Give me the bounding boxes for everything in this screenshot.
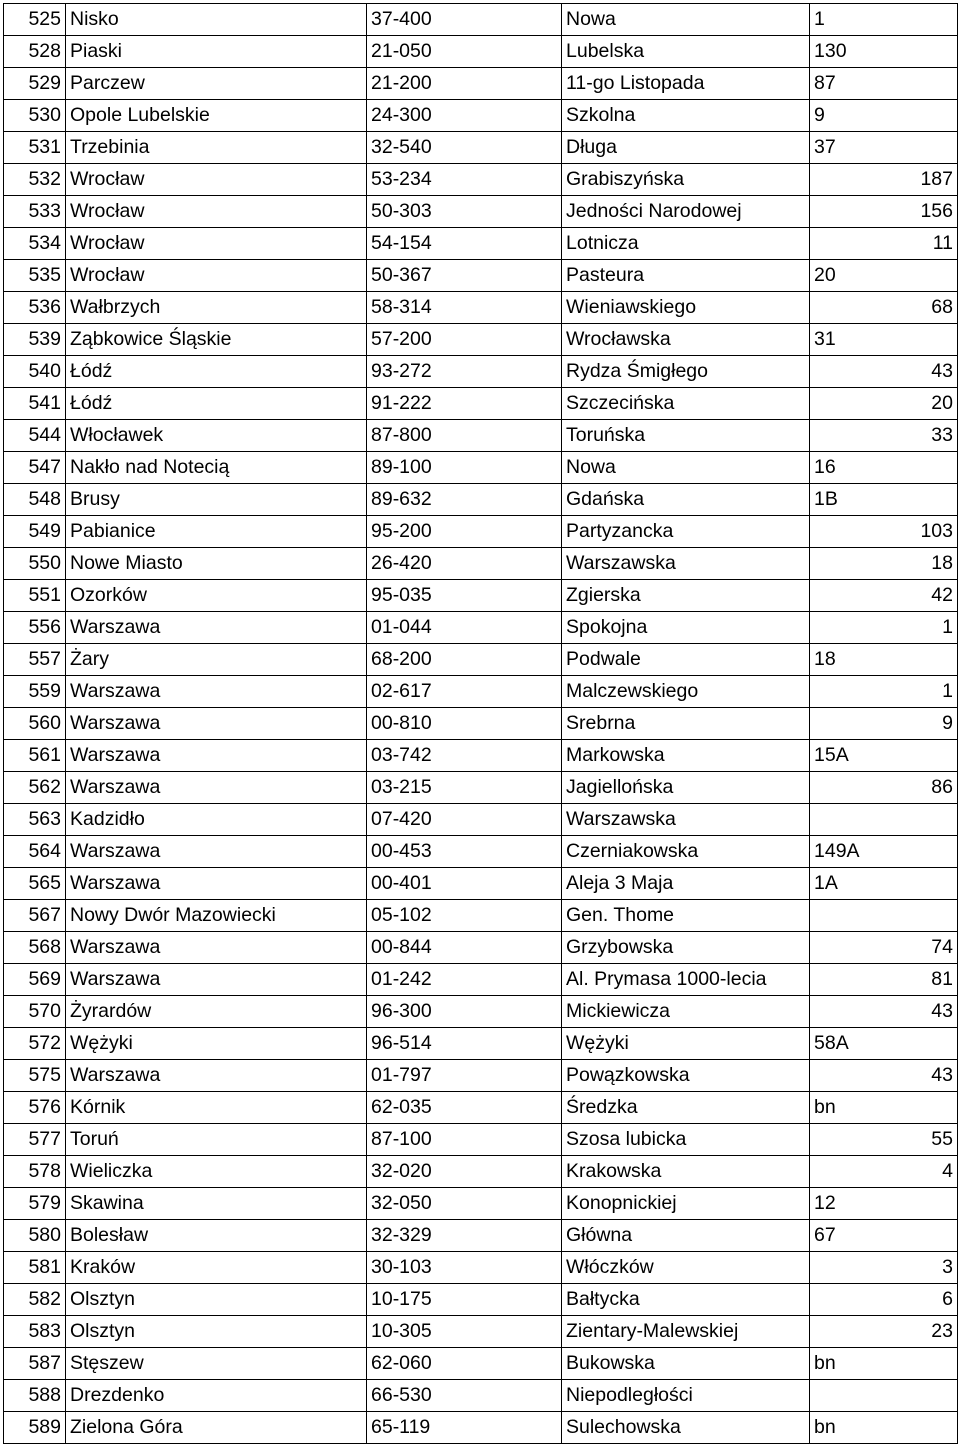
house-number-cell: bn <box>810 1348 958 1380</box>
street-cell: Rydza Śmigłego <box>562 356 810 388</box>
postal-code-cell: 57-200 <box>367 324 562 356</box>
postal-code-cell: 89-100 <box>367 452 562 484</box>
row-id-cell: 551 <box>4 580 66 612</box>
row-id-cell: 575 <box>4 1060 66 1092</box>
table-row <box>4 292 958 324</box>
city-cell: Warszawa <box>66 740 367 772</box>
city-cell: Trzebinia <box>66 132 367 164</box>
row-id-cell: 550 <box>4 548 66 580</box>
city-cell: Warszawa <box>66 772 367 804</box>
row-id-cell: 532 <box>4 164 66 196</box>
table-row <box>4 580 958 612</box>
table-row <box>4 68 958 100</box>
house-number-cell: 1 <box>810 4 958 36</box>
house-number-cell: 12 <box>810 1188 958 1220</box>
house-number-cell: 149A <box>810 836 958 868</box>
street-cell: Niepodległości <box>562 1380 810 1412</box>
street-cell: Lotnicza <box>562 228 810 260</box>
postal-code-cell: 24-300 <box>367 100 562 132</box>
city-cell: Warszawa <box>66 1060 367 1092</box>
house-number-cell: 11 <box>810 228 958 260</box>
table-row <box>4 804 958 836</box>
street-cell: Mickiewicza <box>562 996 810 1028</box>
postal-code-cell: 87-100 <box>367 1124 562 1156</box>
city-cell: Nisko <box>66 4 367 36</box>
house-number-cell: bn <box>810 1092 958 1124</box>
house-number-cell: 43 <box>810 356 958 388</box>
street-cell: Sulechowska <box>562 1412 810 1444</box>
postal-code-cell: 53-234 <box>367 164 562 196</box>
postal-code-cell: 05-102 <box>367 900 562 932</box>
house-number-cell: 18 <box>810 548 958 580</box>
row-id-cell: 559 <box>4 676 66 708</box>
house-number-cell <box>810 900 958 932</box>
street-cell: Wieniawskiego <box>562 292 810 324</box>
house-number-cell: 103 <box>810 516 958 548</box>
postal-code-cell: 21-200 <box>367 68 562 100</box>
row-id-cell: 577 <box>4 1124 66 1156</box>
postal-code-cell: 95-200 <box>367 516 562 548</box>
street-cell: Krakowska <box>562 1156 810 1188</box>
street-cell: Warszawska <box>562 804 810 836</box>
postal-code-cell: 00-810 <box>367 708 562 740</box>
row-id-cell: 580 <box>4 1220 66 1252</box>
street-cell: Zientary-Malewskiej <box>562 1316 810 1348</box>
row-id-cell: 540 <box>4 356 66 388</box>
city-cell: Ozorków <box>66 580 367 612</box>
house-number-cell: 1B <box>810 484 958 516</box>
house-number-cell: 68 <box>810 292 958 324</box>
city-cell: Żyrardów <box>66 996 367 1028</box>
postal-code-cell: 95-035 <box>367 580 562 612</box>
table-row <box>4 452 958 484</box>
street-cell: Jagiellońska <box>562 772 810 804</box>
postal-code-cell: 01-044 <box>367 612 562 644</box>
city-cell: Opole Lubelskie <box>66 100 367 132</box>
street-cell: Szczecińska <box>562 388 810 420</box>
city-cell: Wężyki <box>66 1028 367 1060</box>
house-number-cell: 31 <box>810 324 958 356</box>
house-number-cell: 43 <box>810 1060 958 1092</box>
city-cell: Warszawa <box>66 836 367 868</box>
row-id-cell: 587 <box>4 1348 66 1380</box>
table-row <box>4 932 958 964</box>
table-row <box>4 1412 958 1444</box>
table-row <box>4 196 958 228</box>
address-table-body <box>4 4 958 1444</box>
house-number-cell: 1 <box>810 612 958 644</box>
table-row <box>4 260 958 292</box>
street-cell: Lubelska <box>562 36 810 68</box>
postal-code-cell: 96-514 <box>367 1028 562 1060</box>
table-row <box>4 36 958 68</box>
house-number-cell: 20 <box>810 260 958 292</box>
street-cell: Konopnickiej <box>562 1188 810 1220</box>
postal-code-cell: 32-329 <box>367 1220 562 1252</box>
postal-code-cell: 26-420 <box>367 548 562 580</box>
house-number-cell: 37 <box>810 132 958 164</box>
row-id-cell: 544 <box>4 420 66 452</box>
city-cell: Kraków <box>66 1252 367 1284</box>
city-cell: Wrocław <box>66 228 367 260</box>
postal-code-cell: 65-119 <box>367 1412 562 1444</box>
city-cell: Wrocław <box>66 164 367 196</box>
street-cell: Nowa <box>562 452 810 484</box>
postal-code-cell: 58-314 <box>367 292 562 324</box>
city-cell: Warszawa <box>66 612 367 644</box>
table-row <box>4 900 958 932</box>
house-number-cell: 81 <box>810 964 958 996</box>
table-row <box>4 324 958 356</box>
house-number-cell: 87 <box>810 68 958 100</box>
row-id-cell: 588 <box>4 1380 66 1412</box>
row-id-cell: 578 <box>4 1156 66 1188</box>
row-id-cell: 589 <box>4 1412 66 1444</box>
house-number-cell: 23 <box>810 1316 958 1348</box>
row-id-cell: 563 <box>4 804 66 836</box>
city-cell: Wałbrzych <box>66 292 367 324</box>
postal-code-cell: 03-742 <box>367 740 562 772</box>
city-cell: Kadzidło <box>66 804 367 836</box>
postal-code-cell: 00-844 <box>367 932 562 964</box>
row-id-cell: 529 <box>4 68 66 100</box>
city-cell: Drezdenko <box>66 1380 367 1412</box>
postal-code-cell: 02-617 <box>367 676 562 708</box>
postal-code-cell: 66-530 <box>367 1380 562 1412</box>
postal-code-cell: 10-305 <box>367 1316 562 1348</box>
city-cell: Warszawa <box>66 868 367 900</box>
house-number-cell: 58A <box>810 1028 958 1060</box>
table-row <box>4 1252 958 1284</box>
row-id-cell: 562 <box>4 772 66 804</box>
street-cell: Czerniakowska <box>562 836 810 868</box>
postal-code-cell: 89-632 <box>367 484 562 516</box>
house-number-cell: 4 <box>810 1156 958 1188</box>
table-row <box>4 772 958 804</box>
street-cell: Podwale <box>562 644 810 676</box>
row-id-cell: 560 <box>4 708 66 740</box>
table-row <box>4 228 958 260</box>
table-row <box>4 1156 958 1188</box>
row-id-cell: 581 <box>4 1252 66 1284</box>
row-id-cell: 565 <box>4 868 66 900</box>
row-id-cell: 549 <box>4 516 66 548</box>
table-row <box>4 388 958 420</box>
postal-code-cell: 30-103 <box>367 1252 562 1284</box>
city-cell: Pabianice <box>66 516 367 548</box>
city-cell: Ząbkowice Śląskie <box>66 324 367 356</box>
postal-code-cell: 00-401 <box>367 868 562 900</box>
table-row <box>4 1348 958 1380</box>
postal-code-cell: 03-215 <box>367 772 562 804</box>
house-number-cell: 42 <box>810 580 958 612</box>
postal-code-cell: 68-200 <box>367 644 562 676</box>
postal-code-cell: 32-020 <box>367 1156 562 1188</box>
street-cell: Spokojna <box>562 612 810 644</box>
house-number-cell: 3 <box>810 1252 958 1284</box>
table-row <box>4 356 958 388</box>
street-cell: Bukowska <box>562 1348 810 1380</box>
street-cell: Średzka <box>562 1092 810 1124</box>
house-number-cell: 9 <box>810 100 958 132</box>
row-id-cell: 536 <box>4 292 66 324</box>
house-number-cell: 18 <box>810 644 958 676</box>
row-id-cell: 569 <box>4 964 66 996</box>
table-row <box>4 1220 958 1252</box>
street-cell: Grabiszyńska <box>562 164 810 196</box>
city-cell: Wrocław <box>66 260 367 292</box>
table-row <box>4 996 958 1028</box>
postal-code-cell: 01-797 <box>367 1060 562 1092</box>
row-id-cell: 531 <box>4 132 66 164</box>
table-row <box>4 1028 958 1060</box>
row-id-cell: 541 <box>4 388 66 420</box>
street-cell: Gdańska <box>562 484 810 516</box>
table-row <box>4 1124 958 1156</box>
house-number-cell: 67 <box>810 1220 958 1252</box>
row-id-cell: 564 <box>4 836 66 868</box>
house-number-cell: 156 <box>810 196 958 228</box>
row-id-cell: 583 <box>4 1316 66 1348</box>
table-row <box>4 484 958 516</box>
row-id-cell: 539 <box>4 324 66 356</box>
row-id-cell: 567 <box>4 900 66 932</box>
postal-code-cell: 32-540 <box>367 132 562 164</box>
house-number-cell: 33 <box>810 420 958 452</box>
row-id-cell: 533 <box>4 196 66 228</box>
table-row <box>4 1316 958 1348</box>
table-row <box>4 4 958 36</box>
postal-code-cell: 54-154 <box>367 228 562 260</box>
house-number-cell: bn <box>810 1412 958 1444</box>
row-id-cell: 525 <box>4 4 66 36</box>
street-cell: Partyzancka <box>562 516 810 548</box>
table-row <box>4 1060 958 1092</box>
house-number-cell: 55 <box>810 1124 958 1156</box>
city-cell: Olsztyn <box>66 1284 367 1316</box>
city-cell: Warszawa <box>66 932 367 964</box>
city-cell: Łódź <box>66 356 367 388</box>
row-id-cell: 530 <box>4 100 66 132</box>
table-row <box>4 1380 958 1412</box>
street-cell: Toruńska <box>562 420 810 452</box>
city-cell: Parczew <box>66 68 367 100</box>
street-cell: Długa <box>562 132 810 164</box>
street-cell: Warszawska <box>562 548 810 580</box>
city-cell: Wrocław <box>66 196 367 228</box>
table-row <box>4 1188 958 1220</box>
postal-code-cell: 10-175 <box>367 1284 562 1316</box>
table-row <box>4 548 958 580</box>
table-row <box>4 708 958 740</box>
city-cell: Nowe Miasto <box>66 548 367 580</box>
table-row <box>4 612 958 644</box>
city-cell: Olsztyn <box>66 1316 367 1348</box>
table-row <box>4 868 958 900</box>
row-id-cell: 568 <box>4 932 66 964</box>
city-cell: Nowy Dwór Mazowiecki <box>66 900 367 932</box>
table-row <box>4 740 958 772</box>
table-row <box>4 676 958 708</box>
postal-code-cell: 50-303 <box>367 196 562 228</box>
street-cell: Zgierska <box>562 580 810 612</box>
row-id-cell: 576 <box>4 1092 66 1124</box>
house-number-cell: 9 <box>810 708 958 740</box>
street-cell: 11-go Listopada <box>562 68 810 100</box>
city-cell: Łódź <box>66 388 367 420</box>
postal-code-cell: 50-367 <box>367 260 562 292</box>
street-cell: Szkolna <box>562 100 810 132</box>
postal-code-cell: 87-800 <box>367 420 562 452</box>
table-row <box>4 644 958 676</box>
street-cell: Malczewskiego <box>562 676 810 708</box>
street-cell: Gen. Thome <box>562 900 810 932</box>
postal-code-cell: 91-222 <box>367 388 562 420</box>
row-id-cell: 582 <box>4 1284 66 1316</box>
row-id-cell: 534 <box>4 228 66 260</box>
city-cell: Nakło nad Notecią <box>66 452 367 484</box>
city-cell: Włocławek <box>66 420 367 452</box>
postal-code-cell: 96-300 <box>367 996 562 1028</box>
postal-code-cell: 62-060 <box>367 1348 562 1380</box>
house-number-cell: 1 <box>810 676 958 708</box>
house-number-cell <box>810 804 958 836</box>
city-cell: Wieliczka <box>66 1156 367 1188</box>
street-cell: Wężyki <box>562 1028 810 1060</box>
city-cell: Toruń <box>66 1124 367 1156</box>
table-row <box>4 1284 958 1316</box>
city-cell: Piaski <box>66 36 367 68</box>
row-id-cell: 556 <box>4 612 66 644</box>
house-number-cell: 1A <box>810 868 958 900</box>
postal-code-cell: 32-050 <box>367 1188 562 1220</box>
street-cell: Nowa <box>562 4 810 36</box>
house-number-cell: 15A <box>810 740 958 772</box>
city-cell: Brusy <box>66 484 367 516</box>
row-id-cell: 548 <box>4 484 66 516</box>
city-cell: Żary <box>66 644 367 676</box>
street-cell: Główna <box>562 1220 810 1252</box>
table-row <box>4 132 958 164</box>
city-cell: Stęszew <box>66 1348 367 1380</box>
street-cell: Szosa lubicka <box>562 1124 810 1156</box>
house-number-cell: 20 <box>810 388 958 420</box>
postal-code-cell: 00-453 <box>367 836 562 868</box>
house-number-cell: 43 <box>810 996 958 1028</box>
row-id-cell: 528 <box>4 36 66 68</box>
table-row <box>4 1092 958 1124</box>
street-cell: Bałtycka <box>562 1284 810 1316</box>
street-cell: Al. Prymasa 1000-lecia <box>562 964 810 996</box>
street-cell: Wrocławska <box>562 324 810 356</box>
street-cell: Markowska <box>562 740 810 772</box>
house-number-cell: 130 <box>810 36 958 68</box>
house-number-cell: 187 <box>810 164 958 196</box>
house-number-cell <box>810 1380 958 1412</box>
table-row <box>4 836 958 868</box>
address-table <box>3 3 958 1444</box>
city-cell: Warszawa <box>66 964 367 996</box>
street-cell: Jedności Narodowej <box>562 196 810 228</box>
city-cell: Warszawa <box>66 708 367 740</box>
city-cell: Bolesław <box>66 1220 367 1252</box>
table-row <box>4 420 958 452</box>
street-cell: Grzybowska <box>562 932 810 964</box>
house-number-cell: 6 <box>810 1284 958 1316</box>
table-row <box>4 516 958 548</box>
house-number-cell: 74 <box>810 932 958 964</box>
city-cell: Zielona Góra <box>66 1412 367 1444</box>
row-id-cell: 557 <box>4 644 66 676</box>
street-cell: Włóczków <box>562 1252 810 1284</box>
row-id-cell: 572 <box>4 1028 66 1060</box>
postal-code-cell: 01-242 <box>367 964 562 996</box>
row-id-cell: 570 <box>4 996 66 1028</box>
city-cell: Kórnik <box>66 1092 367 1124</box>
row-id-cell: 579 <box>4 1188 66 1220</box>
house-number-cell: 86 <box>810 772 958 804</box>
street-cell: Pasteura <box>562 260 810 292</box>
city-cell: Skawina <box>66 1188 367 1220</box>
house-number-cell: 16 <box>810 452 958 484</box>
postal-code-cell: 37-400 <box>367 4 562 36</box>
street-cell: Powązkowska <box>562 1060 810 1092</box>
row-id-cell: 535 <box>4 260 66 292</box>
row-id-cell: 547 <box>4 452 66 484</box>
table-row <box>4 100 958 132</box>
postal-code-cell: 62-035 <box>367 1092 562 1124</box>
table-row <box>4 964 958 996</box>
table-row <box>4 164 958 196</box>
postal-code-cell: 93-272 <box>367 356 562 388</box>
city-cell: Warszawa <box>66 676 367 708</box>
row-id-cell: 561 <box>4 740 66 772</box>
postal-code-cell: 21-050 <box>367 36 562 68</box>
street-cell: Srebrna <box>562 708 810 740</box>
street-cell: Aleja 3 Maja <box>562 868 810 900</box>
postal-code-cell: 07-420 <box>367 804 562 836</box>
